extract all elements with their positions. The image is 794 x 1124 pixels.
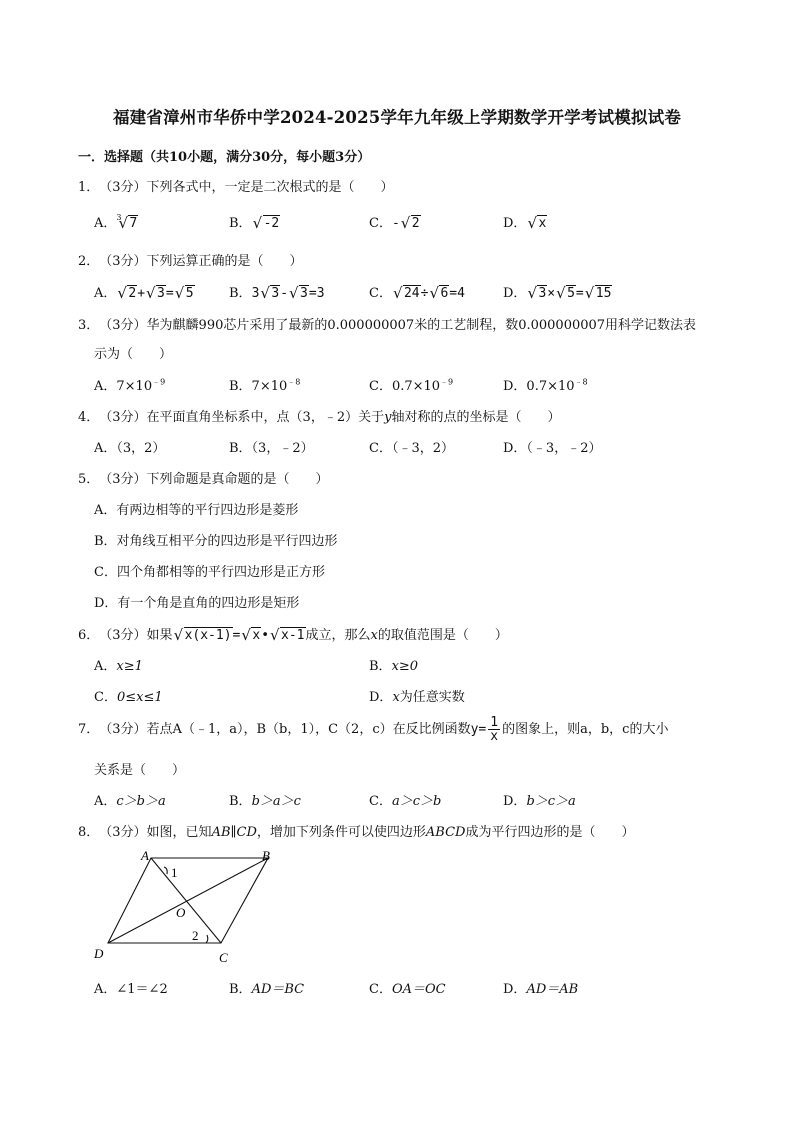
radical: √ 7 bbox=[118, 216, 138, 231]
option-label: A． bbox=[94, 794, 117, 809]
q6-option-b[interactable] bbox=[369, 655, 418, 674]
option-value: x≥1 bbox=[116, 659, 143, 674]
question-text: 的图象上，则a，b，c的大小 bbox=[502, 722, 669, 737]
option-value: ∠1＝∠2 bbox=[116, 982, 168, 997]
option-label: B． bbox=[229, 286, 252, 301]
radical: √ x bbox=[241, 628, 261, 643]
q8-option-a[interactable] bbox=[94, 978, 168, 997]
option-label: D．0.7×10 bbox=[503, 379, 575, 394]
question-text: （3分）若点A（﹣1，a），B（b，1），C（2，c）在反比例函数 bbox=[99, 722, 471, 737]
option-value: 0≤x≤1 bbox=[116, 690, 163, 705]
option-label: A． bbox=[94, 659, 117, 674]
operator: + bbox=[137, 286, 146, 301]
page-title: 福建省漳州市华侨中学2024-2025学年九年级上学期数学开学考试模拟试卷 bbox=[112, 108, 682, 127]
operator: = bbox=[575, 286, 584, 301]
radical: √ 2 bbox=[117, 286, 137, 301]
question-5 bbox=[78, 468, 329, 487]
operator: - bbox=[280, 286, 289, 301]
q4-option-c[interactable]: C．（﹣3，2） bbox=[369, 441, 454, 456]
question-text: 成立，那么 bbox=[305, 628, 371, 643]
question-text: （3分）下列各式中，一定是二次根式的是（ ） bbox=[99, 180, 394, 195]
exponent: ﹣8 bbox=[574, 377, 588, 387]
vertex-d-label: D bbox=[94, 946, 104, 961]
exponent: ﹣9 bbox=[440, 377, 454, 387]
operator: = bbox=[232, 628, 241, 643]
radical: √ x(x-1) bbox=[174, 628, 233, 643]
option-label: C． bbox=[369, 286, 392, 301]
q7-option-a[interactable] bbox=[94, 790, 166, 809]
q5-option-b[interactable]: B．对角线互相平分的四边形是平行四边形 bbox=[94, 534, 338, 549]
option-value: AD＝AB bbox=[526, 982, 579, 997]
q3-option-d[interactable] bbox=[503, 375, 588, 394]
option-label: B． bbox=[229, 216, 252, 231]
diagonal-ac bbox=[151, 858, 221, 943]
variable: x bbox=[370, 628, 378, 643]
option-label: B． bbox=[229, 982, 252, 997]
shape-name: ABCD bbox=[425, 825, 466, 840]
option-label: C． bbox=[369, 216, 392, 231]
question-text: ，增加下列条件可以使四边形 bbox=[256, 825, 426, 840]
radical: √ x-1 bbox=[270, 628, 305, 643]
root-index: 3 bbox=[116, 213, 122, 222]
option-label: C． bbox=[369, 982, 392, 997]
radical: √ 15 bbox=[585, 286, 613, 301]
radical: √ -2 bbox=[253, 216, 281, 231]
q2-option-a[interactable] bbox=[94, 282, 195, 301]
question-text: 轴对称的点的坐标是（ ） bbox=[391, 410, 561, 425]
angle-1-label: 1 bbox=[171, 865, 178, 880]
q2-option-c[interactable] bbox=[369, 282, 465, 301]
vertex-b-label: B bbox=[262, 848, 270, 863]
option-label: B． bbox=[229, 794, 252, 809]
radical: √ 24 bbox=[393, 286, 421, 301]
option-label: D． bbox=[503, 982, 527, 997]
question-4 bbox=[78, 406, 560, 425]
fraction: $\frac{1}{x}$ bbox=[490, 715, 499, 744]
option-label: C．0.7×10 bbox=[369, 379, 441, 394]
q4-option-a[interactable]: A．（3，2） bbox=[94, 441, 166, 456]
question-text: （3分）下列运算正确的是（ ） bbox=[99, 254, 303, 269]
option-label: A． bbox=[94, 216, 117, 231]
q2-option-b[interactable] bbox=[229, 282, 325, 301]
result: =4 bbox=[449, 286, 465, 301]
question-text: （3分）下列命题是真命题的是（ ） bbox=[99, 472, 329, 487]
q1-option-c[interactable] bbox=[369, 212, 421, 231]
radical: √ 6 bbox=[429, 286, 449, 301]
radical: √ 3 bbox=[289, 286, 309, 301]
question-text: （3分）在平面直角坐标系中，点（3，﹣2）关于 bbox=[99, 410, 385, 425]
option-label: A．7×10 bbox=[94, 379, 153, 394]
question-text: 成为平行四边形的是（ ） bbox=[465, 825, 635, 840]
q6-option-c[interactable] bbox=[94, 686, 163, 705]
angle-1-arc bbox=[164, 867, 167, 874]
q1-option-b[interactable] bbox=[229, 212, 280, 231]
coefficient: 3 bbox=[251, 286, 260, 301]
q5-option-a[interactable]: A．有两边相等的平行四边形是菱形 bbox=[94, 503, 299, 518]
option-label: A． bbox=[94, 982, 117, 997]
condition: AB∥CD bbox=[211, 825, 257, 840]
question-number: 4． bbox=[78, 410, 100, 425]
question-2 bbox=[78, 250, 303, 269]
question-number: 8． bbox=[78, 825, 100, 840]
question-6 bbox=[78, 624, 508, 643]
question-text: （3分）如果 bbox=[99, 628, 173, 643]
option-value: x≥0 bbox=[391, 659, 419, 674]
option-label: D． bbox=[503, 216, 527, 231]
minus-sign: - bbox=[391, 216, 400, 231]
radical: √ 2 bbox=[401, 216, 421, 231]
question-text: （3分）华为麒麟990芯片采用了最新的0.000000007米的工艺制程，数0.000000007用科学记数法表 bbox=[99, 318, 697, 333]
q5-option-d[interactable]: D．有一个角是直角的四边形是矩形 bbox=[94, 596, 300, 611]
q3-option-c[interactable] bbox=[369, 375, 453, 394]
question-number: 5． bbox=[78, 472, 100, 487]
angle-2-arc bbox=[206, 935, 208, 943]
q3-option-b[interactable] bbox=[229, 375, 300, 394]
q2-option-d[interactable] bbox=[503, 282, 612, 301]
option-label: D． bbox=[503, 794, 527, 809]
question-number: 6． bbox=[78, 628, 100, 643]
q8-option-b[interactable] bbox=[229, 978, 304, 997]
question-3-continued: 示为（ ） bbox=[94, 347, 173, 362]
question-number: 2． bbox=[78, 254, 100, 269]
q7-option-c[interactable] bbox=[369, 790, 441, 809]
option-value: OA＝OC bbox=[391, 982, 446, 997]
q8-option-d[interactable] bbox=[503, 978, 578, 997]
question-3 bbox=[78, 314, 696, 333]
vertex-a-label: A bbox=[141, 848, 149, 863]
question-7 bbox=[78, 716, 668, 743]
operator: • bbox=[261, 628, 270, 643]
option-label: B． bbox=[369, 659, 392, 674]
exponent: ﹣8 bbox=[287, 377, 301, 387]
question-number: 7． bbox=[78, 722, 100, 737]
option-label: C． bbox=[369, 794, 392, 809]
radical: √ x bbox=[527, 216, 547, 231]
q7-option-d[interactable] bbox=[503, 790, 576, 809]
q5-option-c[interactable]: C．四个角都相等的平行四边形是正方形 bbox=[94, 565, 325, 580]
center-o-label: O bbox=[176, 905, 186, 920]
option-label: D． bbox=[369, 690, 393, 705]
parallelogram-figure bbox=[88, 844, 288, 970]
option-value: b＞c＞a bbox=[526, 794, 576, 809]
option-value: a＞c＞b bbox=[391, 794, 442, 809]
angle-2-label: 2 bbox=[192, 928, 199, 943]
q4-option-d[interactable]: D．（﹣3，﹣2） bbox=[503, 441, 602, 456]
radical: √ 5 bbox=[175, 286, 195, 301]
q6-option-a[interactable] bbox=[94, 655, 143, 674]
radical: √ 3 bbox=[146, 286, 166, 301]
exponent: ﹣9 bbox=[152, 377, 166, 387]
question-text: 的取值范围是（ ） bbox=[377, 628, 508, 643]
section-heading: 一．选择题（共10小题，满分30分，每小题3分） bbox=[78, 150, 371, 165]
variable: y bbox=[384, 410, 392, 425]
q4-option-b[interactable]: B．（3，﹣2） bbox=[229, 441, 314, 456]
vertex-c-label: C bbox=[219, 950, 228, 965]
option-value: AD＝BC bbox=[251, 982, 305, 997]
option-label: A． bbox=[94, 286, 117, 301]
radical: √ 3 bbox=[527, 286, 547, 301]
option-value: c＞b＞a bbox=[116, 794, 166, 809]
q7-option-b[interactable] bbox=[229, 790, 301, 809]
q8-option-c[interactable] bbox=[369, 978, 446, 997]
question-7-continued: 关系是（ ） bbox=[94, 763, 186, 778]
operator: × bbox=[547, 286, 556, 301]
variable: x bbox=[392, 690, 400, 705]
question-8 bbox=[78, 821, 634, 840]
q1-option-a[interactable] bbox=[94, 212, 138, 231]
q1-option-d[interactable] bbox=[503, 212, 547, 231]
function-lhs: y= bbox=[470, 722, 487, 737]
operator: = bbox=[165, 286, 174, 301]
question-text: （3分）如图，已知 bbox=[99, 825, 212, 840]
option-value: 为任意实数 bbox=[399, 690, 465, 705]
option-label: D． bbox=[503, 286, 527, 301]
radical: √ 5 bbox=[556, 286, 576, 301]
question-1 bbox=[78, 176, 394, 195]
radical: √ 3 bbox=[260, 286, 280, 301]
q3-option-a[interactable] bbox=[94, 375, 165, 394]
option-value: b＞a＞c bbox=[251, 794, 301, 809]
operator: ÷ bbox=[420, 286, 429, 301]
option-label: C． bbox=[94, 690, 117, 705]
question-number: 1． bbox=[78, 180, 100, 195]
result: =3 bbox=[308, 286, 325, 301]
option-label: B．7×10 bbox=[229, 379, 288, 394]
q6-option-d[interactable] bbox=[369, 686, 465, 705]
question-number: 3． bbox=[78, 318, 100, 333]
